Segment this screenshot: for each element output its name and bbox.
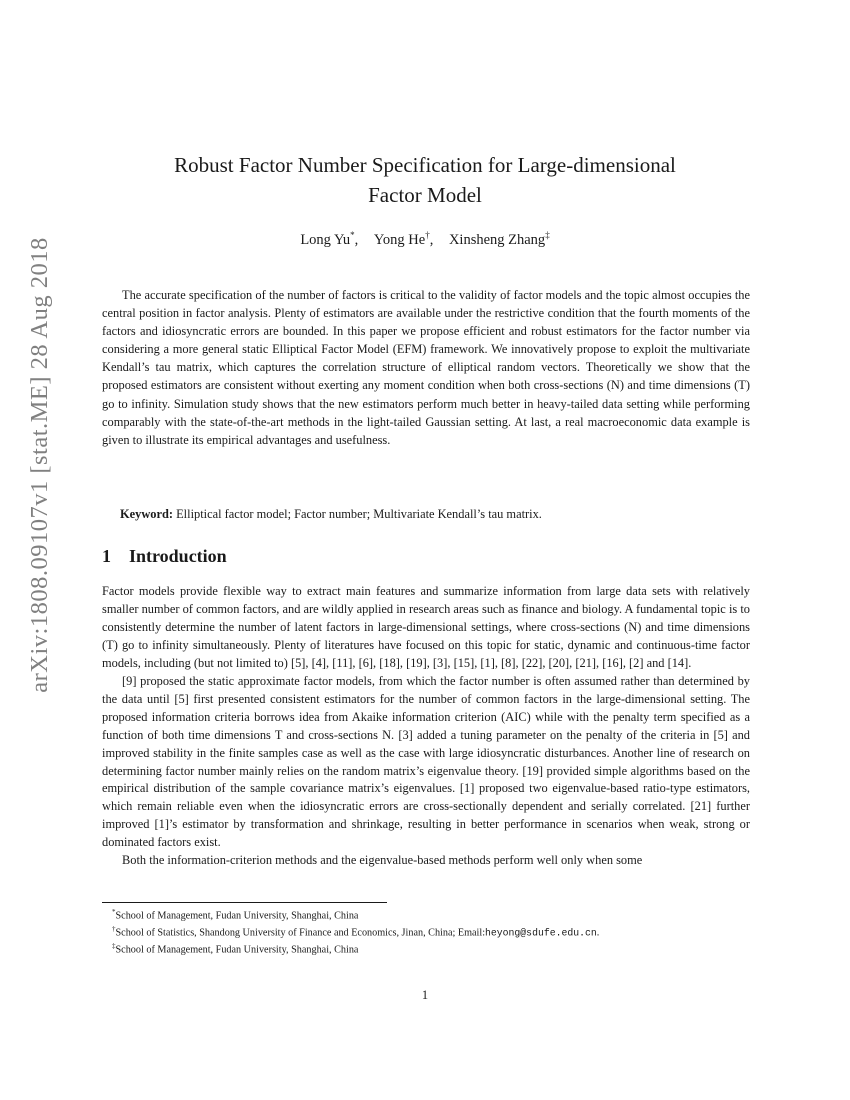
arxiv-watermark bbox=[0, 0, 72, 1100]
footnotes bbox=[112, 906, 752, 957]
abstract: The accurate specification of the number of factors is critical to the validity of factor models and the topic almost occupies the central position in factor analysis. Plenty of estimators are available under the restrictive condition that the fourth moments of the factors and idiosyncratic errors are bounded. In this paper we propose efficient and robust estimators for the factor number via considering a more general static Elliptical Factor Model (EFM) framework. We innovatively propose to exploit the multivariate Kendall’s tau matrix, which captures the correlation structure of elliptical random vectors. Theoretically we show that the proposed estimators are consistent without exerting any moment condition when both cross-sections (N) and time dimensions (T) go to infinity. Simulation study shows that the new estimators perform much better in heavy-tailed data setting while performing comparably with the state-of-the-art methods in the light-tailed Gaussian setting. At last, a real macroeconomic data example is given to illustrate its empirical advantages and usefulness. bbox=[102, 288, 750, 447]
author: Long Yu*, bbox=[300, 230, 359, 248]
body-text bbox=[102, 583, 750, 870]
section-number: 1 bbox=[102, 546, 111, 566]
paragraph: [9] proposed the static approximate factor models, from which the factor number is often assumed rather than determined by the data until [5] first presented consistent estimators for the number of common factors in the large-dimensional setting. The proposed information criteria borrows idea from Akaike information criterion (AIC) while with the penalty term specified as a function of both time dimensions T and cross-sections N. [3] added a tuning parameter on the penalty of the criteria in [5] and improved stability in the finite samples case as well as the case with large idiosyncratic disturbances. Another line of research on determining factor number mainly relies on the random matrix’s eigenvalue theory. [19] provided simple algorithms based on the empirical distribution of the sample covariance matrix’s eigenvalues. [1] proposed two eigenvalue-based ratio-type estimators, which remain reliable even when the idiosyncratic errors are cross-sectionally dependent and serially correlated. [21] further improved [1]’s estimator by transformation and shrinkage, resulting in better performance in scenarios when weak, strong or dominated factors exist. bbox=[102, 673, 750, 850]
footnote: †School of Statistics, Shandong University of Finance and Economics, Jinan, China; Email:heyong@sdufe.edu.cn. bbox=[112, 924, 600, 939]
footnote-divider bbox=[102, 902, 387, 903]
paper-title bbox=[120, 150, 730, 210]
footnote: *School of Management, Fudan University, Shanghai, China bbox=[112, 908, 359, 922]
keyword-label: Keyword: bbox=[120, 507, 173, 521]
paragraph: Both the information-criterion methods and the eigenvalue-based methods perform well only when some bbox=[122, 853, 643, 868]
author: Xinsheng Zhang‡ bbox=[448, 230, 550, 248]
footnote: ‡School of Management, Fudan University, Shanghai, China bbox=[112, 941, 359, 956]
section-heading bbox=[102, 546, 227, 567]
arxiv-identifier: arXiv:1808.09107v1 [stat.ME] 28 Aug 2018 bbox=[26, 237, 53, 693]
author: Yong He†, bbox=[373, 230, 434, 248]
email-link[interactable]: heyong@sdufe.edu.cn bbox=[485, 927, 597, 939]
keyword-text: Elliptical factor model; Factor number; Multivariate Kendall’s tau matrix. bbox=[176, 507, 542, 521]
title-line-2: Factor Model bbox=[368, 183, 482, 207]
keywords bbox=[120, 507, 750, 522]
paragraph: Factor models provide flexible way to extract main features and summarize information from large data sets with relatively smaller number of common factors, and are wildly applied in research areas such as finance and biology. A fundamental topic is to consistently determine the number of latent factors in large-dimensional settings, where cross-sections (N) and time dimensions (T) go to infinity simultaneously. Plenty of literatures have focused on this topic for static, dynamic and continuous-time factor models, including (but not limited to) [5], [4], [11], [6], [18], [19], [3], [15], [1], [8], [22], [20], [21], [16], [2] and [14]. bbox=[102, 584, 750, 670]
author-list bbox=[120, 230, 730, 249]
title-line-1: Robust Factor Number Specification for Large-dimensional bbox=[174, 153, 676, 177]
section-title: Introduction bbox=[129, 546, 227, 566]
page-number: 1 bbox=[421, 988, 429, 1002]
